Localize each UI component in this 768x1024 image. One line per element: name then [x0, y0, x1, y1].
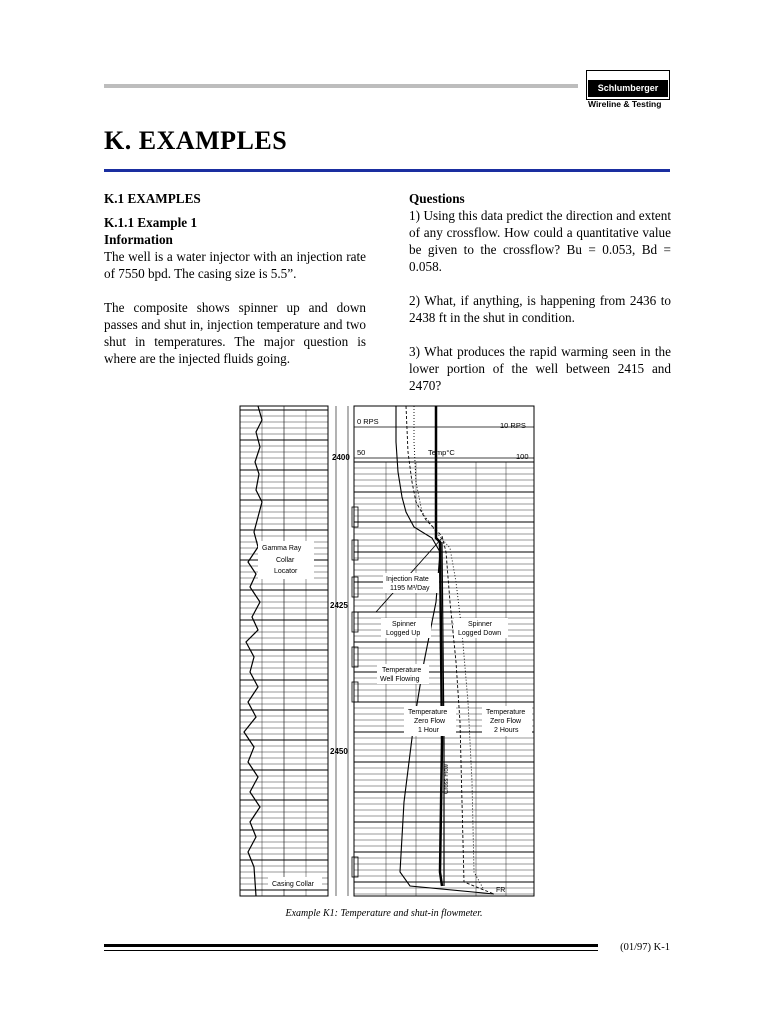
- info-paragraph-1: The well is a water injector with an injection rate of 7550 bpd. The casing size is 5.5”.: [104, 249, 366, 281]
- left-track-labels: [258, 541, 322, 889]
- left-track: [240, 406, 328, 896]
- header-rule: [104, 84, 578, 88]
- subsection-heading: K.1.1 Example 1: [104, 215, 198, 230]
- spinner-up-curve: [436, 406, 442, 886]
- title-rule: [104, 169, 670, 172]
- temperature-zero-flow-1h-curve: [406, 406, 494, 894]
- label-spinner-down-2: Logged Down: [458, 630, 502, 637]
- label-temp-zero2-2: Zero Flow: [490, 718, 522, 725]
- right-column: [409, 190, 671, 394]
- question-1: 1) Using this data predict the direction and extent of any crossflow. How could a quantitative value be given to the crossflow? Bu = 0.053, Bd = 0.058.: [409, 208, 671, 274]
- question-3: 3) What produces the rapid warming seen in the lower portion of the well between 2415 and 2470?: [409, 344, 671, 393]
- temp-scale-right: 100: [516, 452, 529, 461]
- info-paragraph-2: The composite shows spinner up and down passes and shut in, injection temperature and two shut in temperatures. The major question is where are the injected fluids going.: [104, 300, 366, 366]
- label-temp-flowing-2: Well Flowing: [380, 676, 420, 683]
- label-gamma-ray: Gamma Ray: [262, 545, 302, 552]
- division-label: Wireline & Testing: [588, 99, 662, 109]
- page-number: (01/97) K-1: [620, 942, 670, 953]
- info-heading: Information: [104, 232, 173, 247]
- brand-logo: Schlumberger: [588, 80, 668, 97]
- spinner-scale-right: 10 RPS: [500, 421, 526, 430]
- temp-scale-left: 50: [357, 448, 366, 457]
- label-fr: FR: [496, 887, 506, 894]
- label-temp-flowing-1: Temperature: [382, 667, 422, 674]
- depth-2400: 2400: [332, 453, 350, 462]
- label-temp-zero2-1: Temperature: [486, 709, 526, 716]
- label-collar-2: Locator: [274, 568, 298, 575]
- label-temp-zero1-3: 1 Hour: [418, 727, 440, 734]
- depth-2450: 2450: [330, 747, 348, 756]
- log-figure: [236, 402, 536, 898]
- label-injection-1: Injection Rate: [386, 576, 429, 583]
- section-heading: K.1 EXAMPLES: [104, 191, 201, 206]
- gamma-ray-curve: [244, 406, 262, 896]
- label-collar-1: Collar: [276, 557, 295, 564]
- label-spinner-down-1: Spinner: [468, 621, 493, 628]
- label-temp-zero1-2: Zero Flow: [414, 718, 446, 725]
- label-spinner-up-1: Spinner: [392, 621, 417, 628]
- temperature-flowing-curve: [396, 406, 494, 894]
- question-2: 2) What, if anything, is happening from 2436 to 2438 ft in the shut in condition.: [409, 293, 671, 325]
- label-injection-2: 1195 M³/Day: [390, 585, 430, 592]
- label-spinner-up-2: Logged Up: [386, 630, 421, 637]
- temp-scale-mid: Temp°C: [428, 448, 455, 457]
- questions-heading: Questions: [409, 191, 465, 206]
- label-casing-collar: Casing Collar: [272, 881, 315, 888]
- right-track: [354, 406, 534, 896]
- left-column: [104, 190, 366, 367]
- page-title: K. EXAMPLES: [104, 126, 288, 155]
- label-cross-flow: Cross Flow: [444, 763, 450, 794]
- spinner-scale-left: 0 RPS: [357, 417, 379, 426]
- depth-2425: 2425: [330, 601, 348, 610]
- label-temp-zero2-3: 2 Hours: [494, 727, 519, 734]
- label-temp-zero1-1: Temperature: [408, 709, 448, 716]
- footer-rule-thick: [104, 944, 598, 947]
- footer-rule-thin: [104, 950, 598, 951]
- figure-caption: Example K1: Temperature and shut-in flowmeter.: [285, 908, 483, 919]
